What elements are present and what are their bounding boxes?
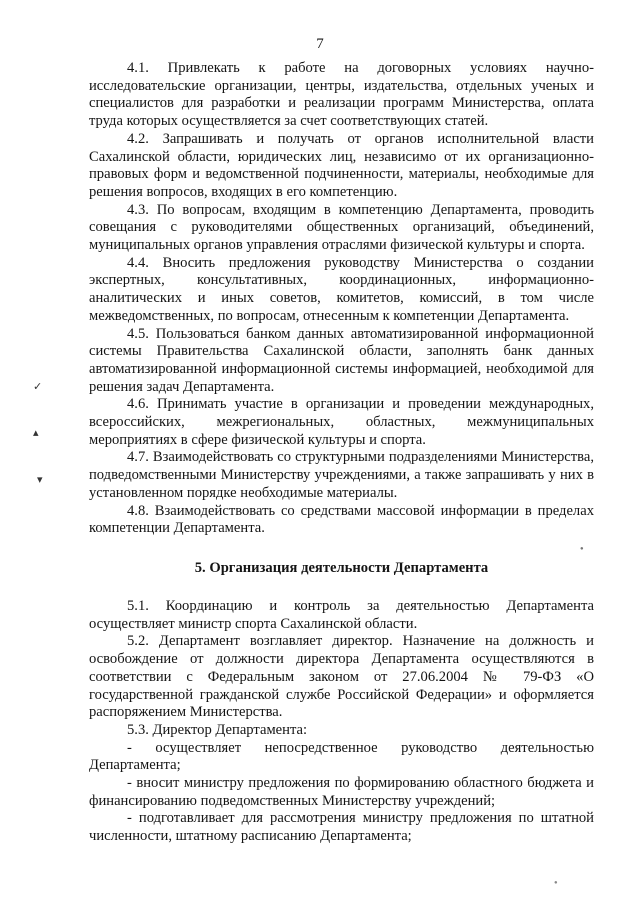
page-number: 7 bbox=[316, 36, 324, 52]
paragraph-5-3: 5.3. Директор Департамента: bbox=[127, 721, 308, 738]
scan-speck: ● bbox=[554, 880, 558, 886]
list-item-staffing-proposals: - подготавливает для рассмотрения министру предложения по штатной численности, штатному расписанию Департамента; bbox=[89, 810, 594, 845]
paragraph-4-7: 4.7. Взаимодействовать со структурными подразделениями Министерства, подведомственными Министерству учреждениями, а также запрашивать у них в установленном порядке необходимые материалы. bbox=[89, 449, 594, 501]
scan-speck: ● bbox=[580, 546, 584, 552]
document-body bbox=[89, 60, 594, 846]
paragraph-4-8: 4.8. Взаимодействовать со средствами массовой информации в пределах компетенции Департамента. bbox=[89, 502, 594, 537]
paragraph-4-4: 4.4. Вносить предложения руководству Министерства о создании экспертных, консультативных, координационных, информационно-аналитических и иных советов, комитетов, комиссий, в том числе межведомственных, по вопросам, отнесенным к компетенции Департамента. bbox=[89, 254, 594, 324]
section-4-paragraphs bbox=[89, 60, 594, 538]
list-item-budget-proposals: - вносит министру предложения по формированию областного бюджета и финансированию подведомственных Министерству учреждений; bbox=[89, 775, 594, 809]
paragraph-4-6: 4.6. Принимать участие в организации и проведении международных, всероссийских, межрегиональных, областных, межмуниципальных мероприятиях в сфере физической культуры и спорта. bbox=[89, 396, 594, 448]
section-5-paragraphs bbox=[89, 598, 594, 846]
section-5-heading: 5. Организация деятельности Департамента bbox=[194, 559, 489, 576]
margin-pen-mark: ▴ bbox=[33, 427, 39, 439]
margin-check-mark: ✓ bbox=[33, 381, 43, 393]
list-item-leadership: - осуществляет непосредственное руководство деятельностью Департамента; bbox=[89, 739, 594, 774]
paragraph-5-1: 5.1. Координацию и контроль за деятельностью Департамента осуществляет министр спорта Сахалинской области. bbox=[89, 597, 594, 632]
paragraph-5-2: 5.2. Департамент возглавляет директор. Назначение на должность и освобождение от должности директора Департамента осуществляются в соответствии с Федеральным законом от 27.06.2004 № 79-ФЗ «О государственной гражданской службе Российской Федерации» и оформляется распоряжением Министерства. bbox=[89, 633, 594, 721]
paragraph-4-2: 4.2. Запрашивать и получать от органов исполнительной власти Сахалинской области, юридических лиц, независимо от их организационно-правовых форм и ведомственной подчиненности, материалы, необходимые для решения вопросов, входящих в его компетенцию. bbox=[89, 130, 594, 200]
paragraph-4-3: 4.3. По вопросам, входящим в компетенцию Департамента, проводить совещания с руководителями общественных организаций, объединений, муниципальных органов управления отраслями физической культуры и спорта. bbox=[89, 201, 594, 254]
paragraph-4-5: 4.5. Пользоваться банком данных автоматизированной информационной системы Правительства Сахалинской области, заполнять банк данных автоматизированной информационной системы информацией, необходимой для решения задач Департамента. bbox=[89, 325, 594, 395]
margin-pen-mark: ▾ bbox=[37, 474, 43, 486]
paragraph-4-1: 4.1. Привлекать к работе на договорных условиях научно-исследовательские организации, центры, издательства, отдельных ученых и специалистов для разработки и реализации программ Министерства, оплата труда которых осуществляется за счет соответствующих статей. bbox=[89, 60, 594, 130]
